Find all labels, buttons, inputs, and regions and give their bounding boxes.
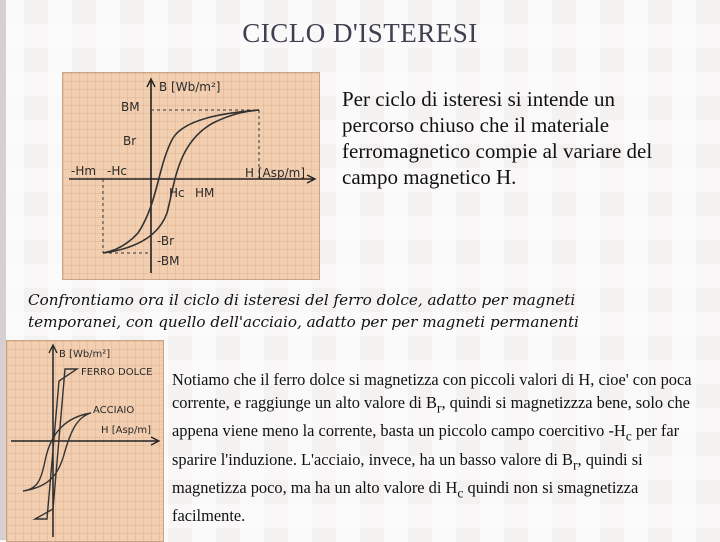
page-title: CICLO D'ISTERESI [242, 18, 478, 48]
explanation-paragraph [172, 368, 707, 527]
explanation-part-1: Notiamo che il ferro dolce si magnetizza con piccoli valori di H, cioe' con poca corrente, e raggiunge un alto valore di B [172, 370, 692, 412]
neg-br-label: -Br [157, 234, 175, 248]
neg-hc-label: -Hc [107, 164, 127, 178]
neg-bm-label: -BM [157, 254, 180, 268]
ferro-dolce-label: FERRO DOLCE [81, 367, 153, 378]
intro-paragraph: Per ciclo di isteresi si intende un percorso chiuso che il materiale ferromagnetico compie al variare del campo magnetico H. [342, 87, 653, 189]
explanation-part-3: per far sparire l'induzione. L'acciaio, invece, ha un basso valore di B [172, 421, 680, 469]
h-axis-label: H [Asp/m] [101, 425, 152, 436]
material-comparison-svg [7, 341, 163, 541]
hm-label: HM [195, 186, 215, 200]
explanation-part-4: , quindi si magnetizza poco, ma ha un alto valore di H [172, 449, 643, 497]
b-axis-label: B [Wb/m²] [59, 349, 111, 360]
acciaio-label: ACCIAIO [93, 405, 135, 416]
hysteresis-loop-figure [62, 72, 320, 280]
subscript-c: c [625, 428, 632, 444]
explanation-part-2: , quindi si magnetizzza bene, solo che appena viene meno la corrente, basta un piccolo campo coercitivo -H [172, 393, 690, 441]
explanation-part-5: quindi non si smagnetizza facilmente. [172, 477, 639, 526]
h-axis-label: H [Asp/m] [245, 166, 306, 180]
subscript-c: c [457, 485, 464, 501]
subscript-r: r [572, 456, 578, 472]
neg-hm-label: -Hm [71, 164, 97, 178]
comparison-paragraph: Confrontiamo ora il ciclo di isteresi del ferro dolce, adatto per magneti temporanei, con quello dell'acciaio, adatto per per magneti permanenti [28, 291, 579, 331]
subscript-r: r [436, 400, 442, 416]
hysteresis-loop-svg [63, 73, 319, 279]
material-comparison-figure [6, 340, 164, 542]
hc-label: Hc [169, 186, 185, 200]
br-label: Br [123, 134, 137, 148]
b-axis-label: B [Wb/m²] [159, 80, 221, 94]
bm-label: BM [121, 100, 140, 114]
